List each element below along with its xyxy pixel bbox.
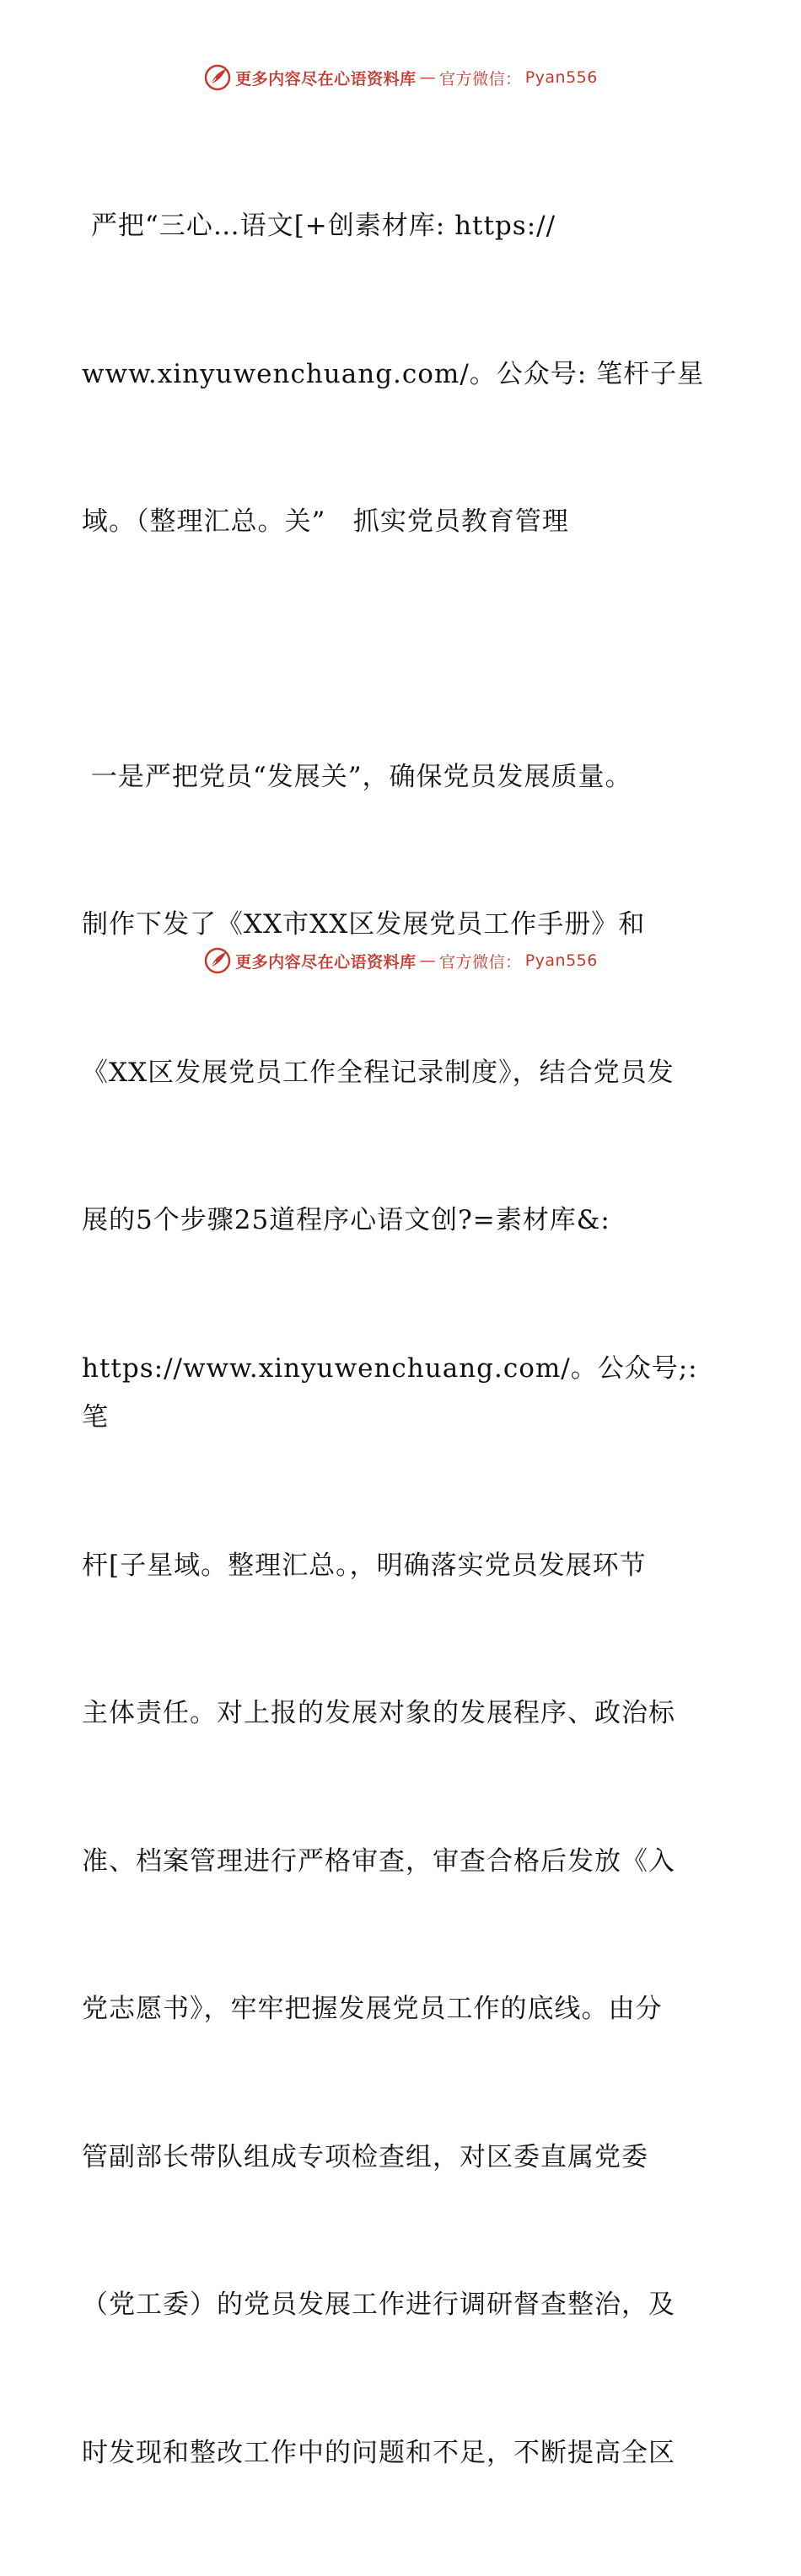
header-brand-separator: — — [420, 68, 437, 87]
footer-brand-separator: — — [420, 951, 437, 970]
text-line: 一是严把党员“发展关”，确保党员发展质量。 — [82, 752, 723, 802]
text-line: 管副部长带队组成专项检查组，对区委直属党委 — [82, 2133, 723, 2182]
text-line: 党志愿书》，牢牢把握发展党员工作的底线。由分 — [82, 1984, 723, 2034]
document-body — [82, 103, 723, 2576]
page-header — [0, 61, 801, 94]
header-wechat-id: Pyan556 — [525, 68, 598, 87]
feather-pen-icon — [203, 946, 232, 975]
footer-wechat-id: Pyan556 — [525, 951, 598, 970]
text-line: www.xinyuwenchuang.com/。公众号: 笔杆子星 — [82, 350, 723, 399]
text-line: 准、档案管理进行严格审查，审查合格后发放《入 — [82, 1837, 723, 1887]
text-line: 域。（整理汇总。关” 抓实党员教育管理 — [82, 497, 723, 547]
text-line: 严把“三心…语文[+创素材库: https:// — [82, 201, 723, 251]
text-line: 时发现和整改工作中的问题和不足，不断提高全区 — [82, 2429, 723, 2478]
text-line: 制作下发了《XX市XX区发展党员工作手册》和 — [82, 900, 723, 950]
feather-pen-icon — [203, 63, 232, 92]
text-line: 主体责任。对上报的发展对象的发展程序、政治标 — [82, 1689, 723, 1738]
header-brand — [203, 63, 598, 92]
footer-brand-title: 更多内容尽在心语资料库 — [235, 950, 417, 972]
footer-brand — [203, 946, 598, 975]
footer-wechat-label: 官方微信： — [439, 950, 522, 972]
header-brand-title: 更多内容尽在心语资料库 — [235, 67, 417, 89]
text-line: （党工委）的党员发展工作进行调研督查整治，及 — [82, 2280, 723, 2330]
header-wechat-label: 官方微信： — [439, 67, 522, 89]
page-footer — [0, 944, 801, 977]
text-line: https://www.xinyuwenchuang.com/。公众号;: 笔 — [82, 1344, 723, 1443]
text-line: 杆[子星域。整理汇总。，明确落实党员发展环节 — [82, 1541, 723, 1591]
paragraph-1 — [82, 103, 723, 645]
text-line: 《XX区发展党员工作全程记录制度》，结合党员发 — [82, 1048, 723, 1098]
text-line: 展的5个步骤25道程序心语文创?=素材库&: — [82, 1196, 723, 1245]
paragraph-2 — [82, 654, 723, 2576]
